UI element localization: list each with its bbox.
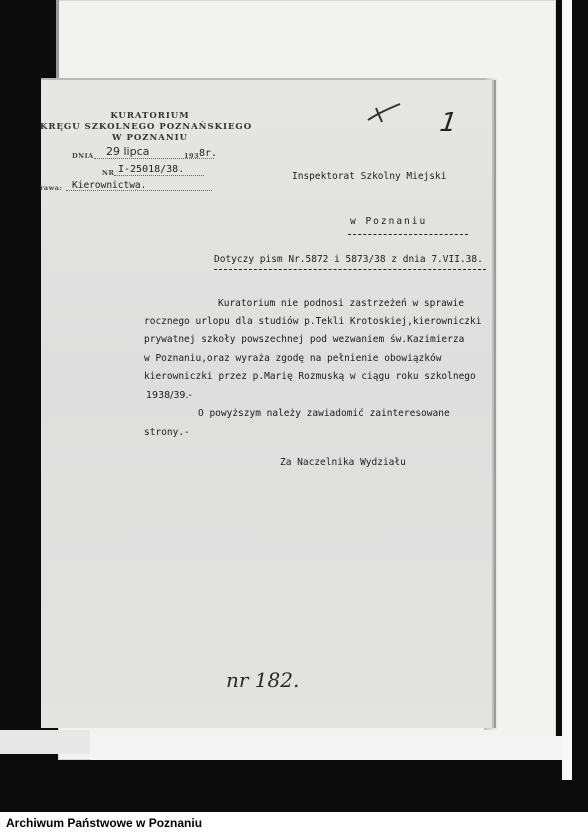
recipient-underline <box>348 234 468 235</box>
regarding-line: Dotyczy pism Nr.5872 i 5873/38 z dnia 7.VII.38. <box>214 254 483 265</box>
checkmark-icon <box>366 100 402 126</box>
regarding-underline <box>214 269 486 270</box>
body-line: O powyższym należy zawiadomić zainteresowane <box>198 408 450 419</box>
body-line: 1938/39.- <box>146 390 192 401</box>
subject-label: rawa: <box>40 184 63 192</box>
year-prefix: 193 <box>184 152 200 160</box>
scan-margin <box>562 0 572 780</box>
date-label: DNIA <box>72 152 94 160</box>
number-label: NR <box>102 169 115 177</box>
body-line: Kuratorium nie podnosi zastrzeżeń w sprawie <box>218 298 464 309</box>
body-line: w Poznaniu,oraz wyraża zgodę na pełnienie obowiązków <box>144 353 442 364</box>
letterhead-line-3: W POZNANIU <box>111 133 189 143</box>
recipient-line-2: w Poznaniu <box>350 216 428 227</box>
body-line: prywatnej szkoły powszechnej pod wezwaniem św.Kazimierza <box>144 334 465 345</box>
handwritten-page-number: 1 <box>437 108 459 138</box>
letterhead-line-2: KRĘGU SZKOLNEGO POZNAŃSKIEGO <box>40 122 253 132</box>
signature-line: Za Naczelnika Wydziału <box>280 457 406 468</box>
letterhead-line-1: KURATORIUM <box>110 111 190 121</box>
reference-number: I-25018/38. <box>118 164 185 175</box>
subject-value: Kierownictwa. <box>72 180 147 191</box>
body-line: strony.- <box>144 427 190 438</box>
handwritten-archive-number: nr 182. <box>226 668 300 692</box>
number-field-line <box>114 175 204 176</box>
archive-credit: Archiwum Państwowe w Poznaniu <box>6 816 203 830</box>
body-line: rocznego urlopu dla studiów p.Tekli Krotoskiej,kierowniczki <box>144 316 482 327</box>
year-suffix: 8r. <box>199 148 218 159</box>
page-edge <box>56 0 59 80</box>
recipient-line-1: Inspektorat Szkolny Miejski <box>292 171 447 182</box>
body-line: kierowniczki przez p.Marię Rozmuską w ciągu roku szkolnego <box>144 371 476 382</box>
scan-background <box>90 736 562 760</box>
date-value: 29 lipca <box>106 145 150 158</box>
scan-background <box>0 730 90 754</box>
